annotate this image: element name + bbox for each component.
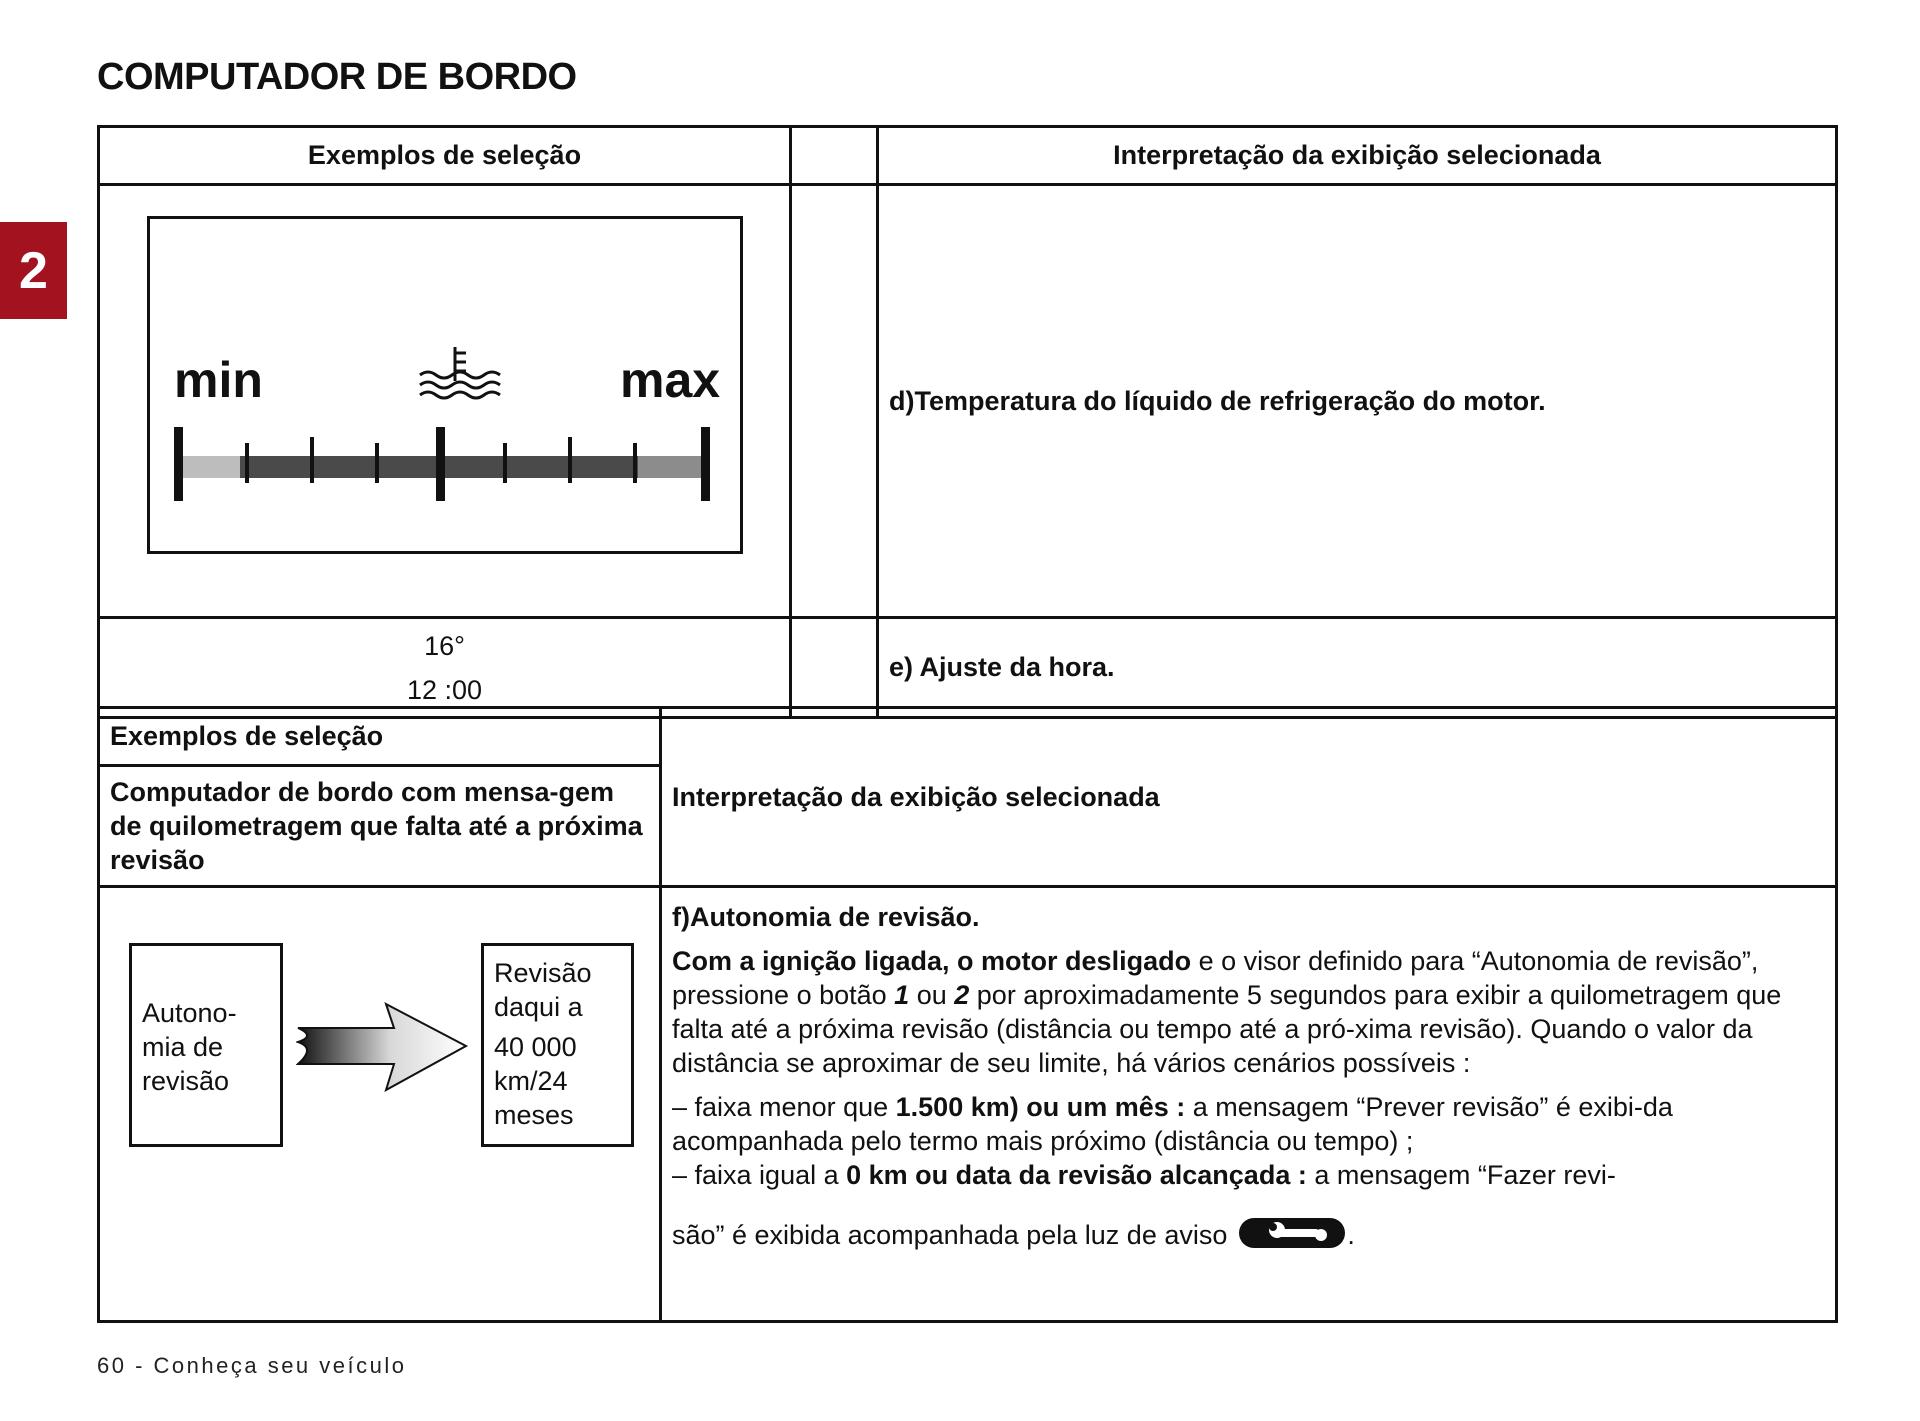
button-1-ref: 1 xyxy=(894,980,910,1010)
temperature-value: 16° xyxy=(424,630,465,661)
bullet-2-continuation-text: são” é exibida acompanhada pela luz de aviso xyxy=(672,1220,1228,1251)
header-examples: Exemplos de seleção xyxy=(99,708,661,766)
bullet-2-rest: a mensagem “Fazer revi- xyxy=(1306,1160,1616,1190)
bullet-2-bold: 0 km ou data da revisão alcançada : xyxy=(846,1160,1307,1190)
row-d-interpretation: d)Temperatura do líquido de refrigeração do motor. xyxy=(878,185,1837,618)
header-example-description: Computador de bordo com mensa-gem de quilometragem que falta até a próxima revisão xyxy=(99,766,661,887)
service-diagram-cell xyxy=(99,887,661,1322)
bullet-2-continuation xyxy=(672,1216,1825,1258)
gauge-min-label: min xyxy=(174,352,263,408)
gauge-min-mark xyxy=(174,427,183,501)
bullet-1-rest: a mensagem “Prever revisão” é exibi-da acompanhada pelo termo mais próximo (distância ou tempo) ; xyxy=(672,1092,1673,1156)
button-2-ref: 2 xyxy=(954,980,970,1010)
clock-example xyxy=(99,618,791,718)
empty-cell xyxy=(791,618,878,718)
bullet-2-text: – faixa igual a xyxy=(672,1160,847,1190)
time-value: 12 :00 xyxy=(406,674,483,705)
gauge-segment-high xyxy=(638,456,702,478)
gauge-segment-mid-left xyxy=(240,456,436,478)
coolant-gauge xyxy=(150,219,740,551)
coolant-gauge-display xyxy=(147,216,743,554)
table-row xyxy=(99,185,1837,618)
service-due-box xyxy=(481,943,634,1147)
bullet-2 xyxy=(672,1158,1825,1192)
f-paragraph-bold: Com a ignição ligada, o motor desligado xyxy=(672,946,1192,976)
bullet-1-bold: 1.500 km) ou um mês : xyxy=(895,1092,1186,1122)
f-paragraph xyxy=(672,944,1825,1080)
f-paragraph-text: e o visor definido para “Autonomia de revisão”, pressione o botão xyxy=(672,946,1759,1010)
f-paragraph-rest: por aproximadamente 5 segundos para exibir a quilometragem que falta até a próxima revisão (distância ou tempo até a pró-xima revisão). Quando o valor da distância se aproximar de seu limite, há vários cenários possíveis : xyxy=(672,980,1782,1078)
header-examples: Exemplos de seleção xyxy=(99,127,791,185)
row-e-interpretation: e) Ajuste da hora. xyxy=(878,618,1837,718)
service-due-line1: Revisão daqui a xyxy=(494,958,592,1022)
empty-cell xyxy=(791,185,878,618)
gauge-cell xyxy=(99,185,791,618)
gauge-segment-mid-right xyxy=(442,456,638,478)
header-interpretation: Interpretação da exibição selecionada xyxy=(878,127,1837,185)
bullet-1-text: – faixa menor que xyxy=(672,1092,896,1122)
f-title: f)Autonomia de revisão. xyxy=(672,902,980,932)
row-f-interpretation xyxy=(661,887,1837,1322)
selection-table-2 xyxy=(97,706,1838,1323)
gauge-max-mark xyxy=(701,427,710,501)
service-due-line2: 40 000 km/24 meses xyxy=(494,1032,577,1130)
header-empty xyxy=(791,127,878,185)
bullet-1 xyxy=(672,1090,1825,1158)
selection-table-1 xyxy=(97,125,1838,719)
page-footer: 60 - Conheça seu veículo xyxy=(97,1353,407,1378)
table-row xyxy=(99,887,1837,1322)
gauge-segment-low xyxy=(178,456,240,478)
wrench-warning-icon xyxy=(1237,1216,1347,1258)
header-interpretation: Interpretação da exibição selecionada xyxy=(661,708,1837,887)
page-title: COMPUTADOR DE BORDO xyxy=(97,56,577,98)
gauge-center-mark xyxy=(436,427,445,501)
bullet-2-end: . xyxy=(1347,1220,1355,1251)
f-paragraph-or: ou xyxy=(909,980,955,1010)
service-autonomy-box: Autono-mia de revisão xyxy=(129,943,283,1147)
right-arrow-icon xyxy=(296,998,471,1098)
chapter-tab: 2 xyxy=(0,222,67,319)
coolant-temperature-icon xyxy=(420,347,500,398)
table-row xyxy=(99,618,1837,718)
gauge-max-label: max xyxy=(620,352,721,408)
